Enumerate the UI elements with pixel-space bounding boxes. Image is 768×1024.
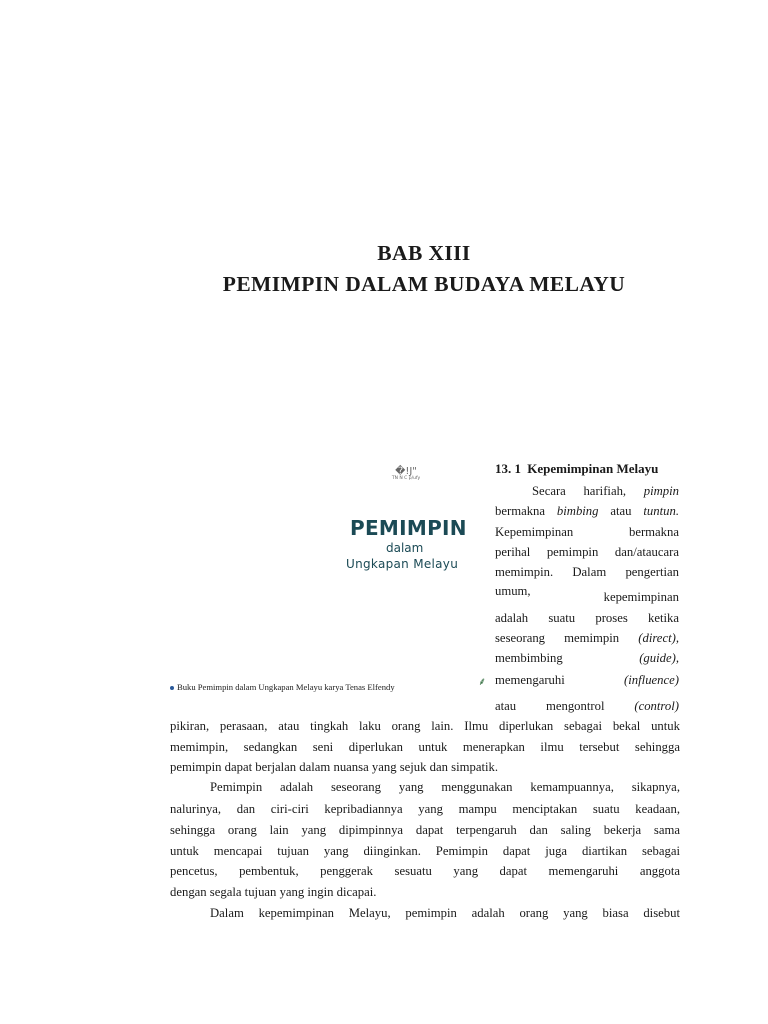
book-cover-subtitle-2: Ungkapan Melayu (346, 557, 459, 571)
right-column-line: bermakna bimbing atau tuntun. (495, 504, 679, 518)
right-column-line: Kepemimpinan bermakna (495, 525, 679, 539)
publisher-logo-glyph: �!J" (395, 466, 417, 477)
section-number: 13. 1 (495, 461, 521, 476)
right-column-line: adalah suatu proses ketika (495, 611, 679, 625)
bullet-icon (170, 686, 174, 690)
right-column-line: memimpin. Dalam pengertian (495, 565, 679, 579)
right-column-line: membimbing (guide), (495, 651, 679, 665)
right-column-line: kepemimpinan (603, 590, 679, 604)
body-line: dengan segala tujuan yang ingin dicapai. (170, 885, 377, 899)
figure-caption-text: Buku Pemimpin dalam Ungkapan Melayu karya Tenas Elfendy (177, 682, 395, 692)
right-column-line: atau mengontrol (control) (495, 699, 679, 713)
body-line: Dalam kepemimpinan Melayu, pemimpin adalah orang yang biasa disebut (210, 906, 680, 920)
right-column-line: Secara harifiah, pimpin (532, 484, 679, 498)
right-column-line: memengaruhi (influence) (495, 673, 679, 687)
body-line: pencetus, pembentuk, penggerak sesuatu yang dapat memengaruhi anggota (170, 864, 680, 878)
book-cover-title: PEMIMPIN (350, 516, 467, 540)
right-column-line: perihal pemimpin dan/ataucara (495, 545, 679, 559)
body-line: Pemimpin adalah seseorang yang menggunakan kemampuannya, sikapnya, (210, 780, 680, 794)
section-heading (495, 461, 658, 477)
body-line: sehingga orang lain yang dipimpinnya dapat terpengaruh dan saling bekerja sama (170, 823, 680, 837)
publisher-logo (386, 467, 426, 482)
right-column-line: umum, (495, 584, 531, 598)
body-line: untuk mencapai tujuan yang diinginkan. Pemimpin dapat juga diartikan sebagai (170, 844, 680, 858)
body-line: pikiran, perasaan, atau tingkah laku orang lain. Ilmu diperlukan sebagai bekal untuk (170, 719, 680, 733)
body-line: memimpin, sedangkan seni diperlukan untuk menerapkan ilmu tersebut sehingga (170, 740, 680, 754)
figure-caption (170, 683, 455, 693)
book-cover-subtitle-1: dalam (386, 541, 424, 555)
section-title: Kepemimpinan Melayu (527, 461, 659, 476)
leaf-marker-icon: ⸙ (478, 676, 487, 688)
chapter-title: PEMIMPIN DALAM BUDAYA MELAYU (222, 272, 626, 296)
chapter-number: BAB XIII (377, 241, 471, 265)
body-line: nalurinya, dan ciri-ciri kepribadiannya yang mampu menciptakan suatu keadaan, (170, 802, 680, 816)
right-column-line: seseorang memimpin (direct), (495, 631, 679, 645)
publisher-logo-text: TN N C p/ufy (391, 476, 421, 481)
body-line: pemimpin dapat berjalan dalam nuansa yang sejuk dan simpatik. (170, 760, 499, 774)
